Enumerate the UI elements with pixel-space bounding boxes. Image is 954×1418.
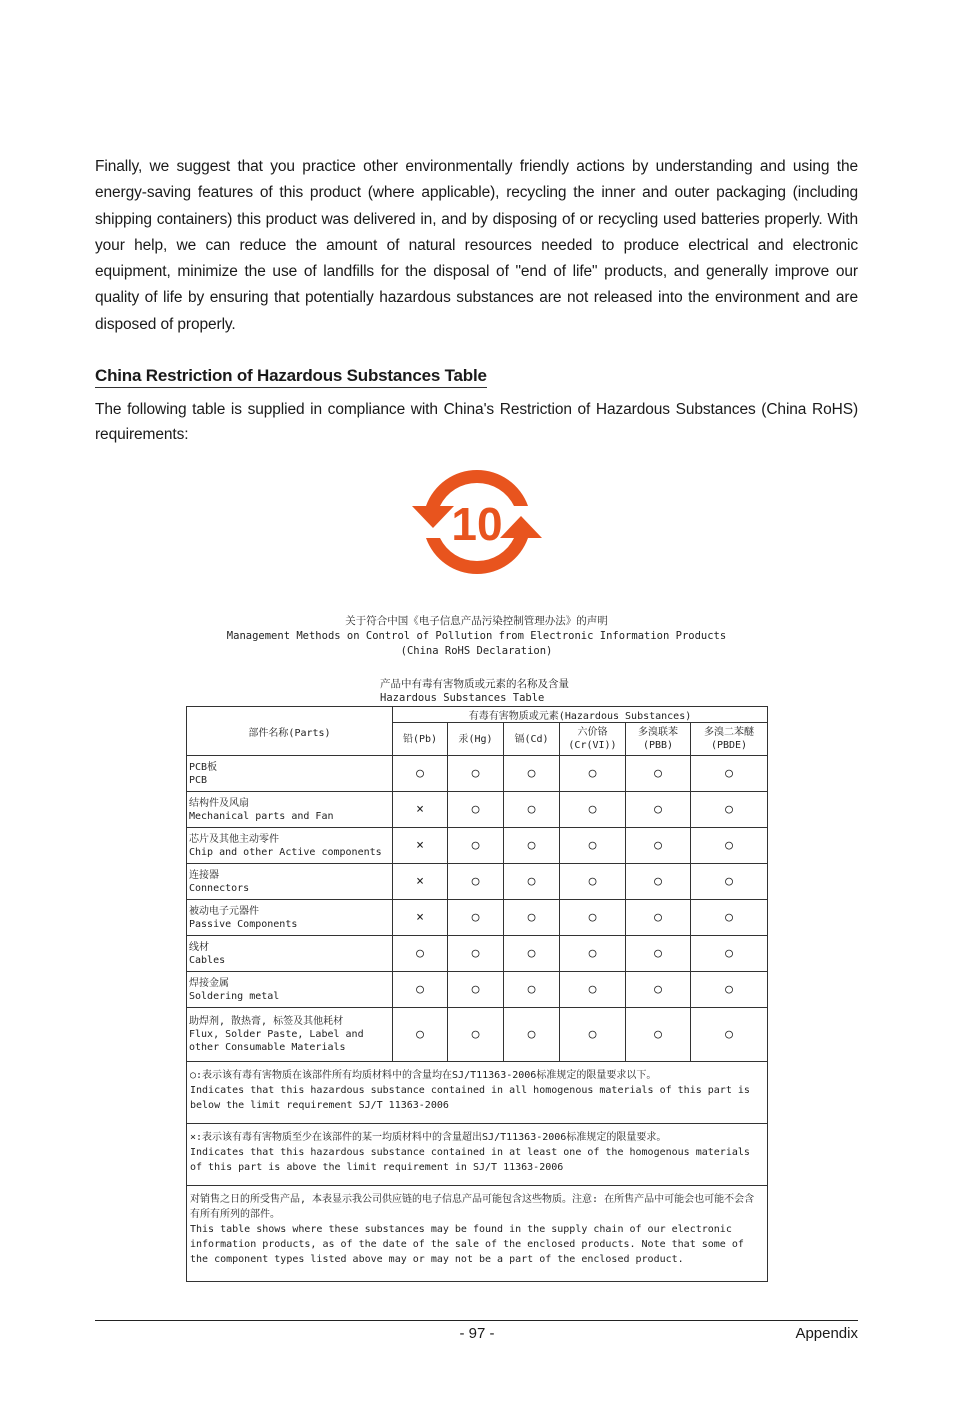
footer-rule: [95, 1320, 858, 1321]
table-row: [187, 900, 768, 936]
hazardous-substances-table: [186, 706, 768, 1282]
substance-mark: ○: [560, 936, 626, 972]
substance-mark: ○: [504, 828, 560, 864]
table-caption: [380, 677, 569, 705]
part-name: [187, 864, 393, 900]
substance-mark: ○: [448, 756, 504, 792]
substance-mark: ○: [626, 972, 691, 1008]
note-en: This table shows where these substances may be found in the supply chain of our electronic information products, as of the date of the sale of the enclosed products. Note that some of the component types listed above may or may not be a part of the enclosed product.: [190, 1224, 744, 1265]
column-header: 多溴联苯 (PBB): [626, 723, 691, 756]
part-name: [187, 828, 393, 864]
declaration-sub: (China RoHS Declaration): [400, 645, 553, 657]
substance-mark: ○: [504, 792, 560, 828]
part-name: [187, 900, 393, 936]
substance-mark: ○: [393, 936, 448, 972]
substance-mark: ○: [560, 972, 626, 1008]
substance-mark: ○: [691, 1008, 768, 1062]
substance-mark: ○: [691, 900, 768, 936]
substance-mark: ○: [626, 792, 691, 828]
substance-mark: ○: [560, 864, 626, 900]
substances-group-header: 有毒有害物质或元素(Hazardous Substances): [393, 707, 768, 723]
part-name-cn: 助焊剂, 散热膏, 标签及其他耗材: [189, 1016, 344, 1027]
part-name-en: Flux, Solder Paste, Label and other Consumable Materials: [189, 1029, 364, 1053]
part-name-en: Cables: [189, 954, 226, 966]
substance-mark: ○: [626, 756, 691, 792]
substance-mark: ○: [691, 864, 768, 900]
note-cn: ×:表示该有毒有害物质至少在该部件的某一均质材料中的含量超出SJ/T11363-2006标准规定的限量要求。: [190, 1132, 667, 1143]
part-name-cn: 连接器: [189, 869, 219, 881]
part-name: [187, 936, 393, 972]
column-header: 汞(Hg): [448, 723, 504, 756]
substance-mark: ○: [560, 900, 626, 936]
substance-mark: ○: [504, 972, 560, 1008]
part-name: [187, 972, 393, 1008]
note-en: Indicates that this hazardous substance contained in all homogenous materials of this part is below the limit requirement SJ/T 11363-2006: [190, 1085, 750, 1111]
footer-section: Appendix: [795, 1325, 858, 1342]
substance-mark: ×: [393, 792, 448, 828]
substance-mark: ○: [504, 864, 560, 900]
substance-mark: ○: [626, 1008, 691, 1062]
table-body: [187, 756, 768, 1282]
part-name-en: Chip and other Active components: [189, 846, 382, 858]
substance-mark: ○: [626, 828, 691, 864]
substance-mark: ○: [448, 936, 504, 972]
column-header: 六价铬 (Cr(VI)): [560, 723, 626, 756]
substance-mark: ○: [560, 792, 626, 828]
table-note-row: [187, 1062, 768, 1124]
note-en: Indicates that this hazardous substance contained in at least one of the homogenous materials of this part is above the limit requirement in SJ/T 11363-2006: [190, 1147, 750, 1173]
substance-mark: ○: [560, 828, 626, 864]
parts-header: 部件名称(Parts): [187, 707, 393, 756]
table-row: [187, 828, 768, 864]
table-caption-cn: 产品中有毒有害物质或元素的名称及含量: [380, 678, 569, 690]
part-name-en: Soldering metal: [189, 990, 280, 1002]
part-name-cn: 芯片及其他主动零件: [189, 833, 279, 845]
substance-mark: ○: [691, 756, 768, 792]
substance-mark: ○: [448, 900, 504, 936]
part-name-en: Mechanical parts and Fan: [189, 810, 334, 822]
substance-mark: ○: [504, 756, 560, 792]
part-name-en: Passive Components: [189, 918, 298, 930]
section-text: The following table is supplied in compliance with China's Restriction of Hazardous Substances (China RoHS) requirements:: [95, 401, 858, 443]
declaration-en: Management Methods on Control of Pollution from Electronic Information Products: [226, 630, 727, 642]
substance-mark: ○: [448, 828, 504, 864]
substance-mark: ○: [504, 900, 560, 936]
substance-mark: ○: [691, 828, 768, 864]
part-name: [187, 756, 393, 792]
table-note-row: [187, 1186, 768, 1282]
part-name: [187, 1008, 393, 1062]
table-note: [187, 1124, 768, 1186]
part-name-cn: 焊接金属: [189, 977, 229, 989]
table-row: [187, 792, 768, 828]
part-name-en: Connectors: [189, 882, 250, 894]
table-row: [187, 756, 768, 792]
part-name-cn: 线材: [189, 941, 209, 953]
substance-mark: ○: [626, 864, 691, 900]
table-note: [187, 1186, 768, 1282]
part-name-cn: 被动电子元器件: [189, 905, 259, 917]
substance-mark: ○: [393, 756, 448, 792]
substance-mark: ○: [691, 972, 768, 1008]
substance-mark: ○: [448, 972, 504, 1008]
table-row: [187, 864, 768, 900]
logo-number: 10: [451, 498, 503, 550]
substance-mark: ×: [393, 864, 448, 900]
column-header: 多溴二苯醚 (PBDE): [691, 723, 768, 756]
part-name-cn: PCB板: [189, 761, 218, 773]
declaration: [186, 614, 767, 659]
table-row: [187, 936, 768, 972]
substance-mark: ○: [626, 900, 691, 936]
substance-mark: ○: [691, 792, 768, 828]
substance-mark: ○: [448, 1008, 504, 1062]
rohs-10-logo: [410, 466, 544, 582]
substance-mark: ○: [691, 936, 768, 972]
substance-mark: ○: [448, 864, 504, 900]
column-header: 镉(Cd): [504, 723, 560, 756]
table-note-row: [187, 1124, 768, 1186]
substance-mark: ×: [393, 900, 448, 936]
substance-mark: ○: [504, 936, 560, 972]
table-caption-en: Hazardous Substances Table: [380, 692, 545, 704]
substance-mark: ○: [448, 792, 504, 828]
substance-mark: ○: [504, 1008, 560, 1062]
substance-mark: ○: [626, 936, 691, 972]
table-note: [187, 1062, 768, 1124]
table-row: [187, 972, 768, 1008]
substance-mark: ○: [393, 972, 448, 1008]
table-row: [187, 1008, 768, 1062]
page-number: - 97 -: [459, 1325, 495, 1342]
note-cn: ○:表示该有毒有害物质在该部件所有均质材料中的含量均在SJ/T11363-2006标准规定的限量要求以下。: [190, 1070, 657, 1081]
substance-mark: ○: [393, 1008, 448, 1062]
intro-paragraph: Finally, we suggest that you practice other environmentally friendly actions by understanding and using the energy-saving features of this product (where applicable), recycling the inner and outer packaging (including shipping containers) this product was delivered in, and by disposing of or recycling used batteries properly. With your help, we can reduce the amount of natural resources needed to produce electrical and electronic equipment, minimize the use of landfills for the disposal of "end of life" products, and generally improve our quality of life by ensuring that potentially hazardous substances are not released into the environment and are disposed of properly.: [95, 158, 858, 333]
part-name-cn: 结构件及风扇: [189, 797, 249, 809]
part-name: [187, 792, 393, 828]
column-header: 铅(Pb): [393, 723, 448, 756]
substance-mark: ×: [393, 828, 448, 864]
declaration-cn: 关于符合中国《电子信息产品污染控制管理办法》的声明: [345, 615, 608, 627]
note-cn: 对销售之日的所受售产品, 本表显示我公司供应链的电子信息产品可能包含这些物质。注意: 在所售产品中可能会也可能不会含有所有所列的部件。: [190, 1194, 755, 1220]
substance-mark: ○: [560, 1008, 626, 1062]
substance-mark: ○: [560, 756, 626, 792]
part-name-en: PCB: [189, 774, 208, 786]
section-heading: China Restriction of Hazardous Substances Table: [95, 366, 487, 388]
